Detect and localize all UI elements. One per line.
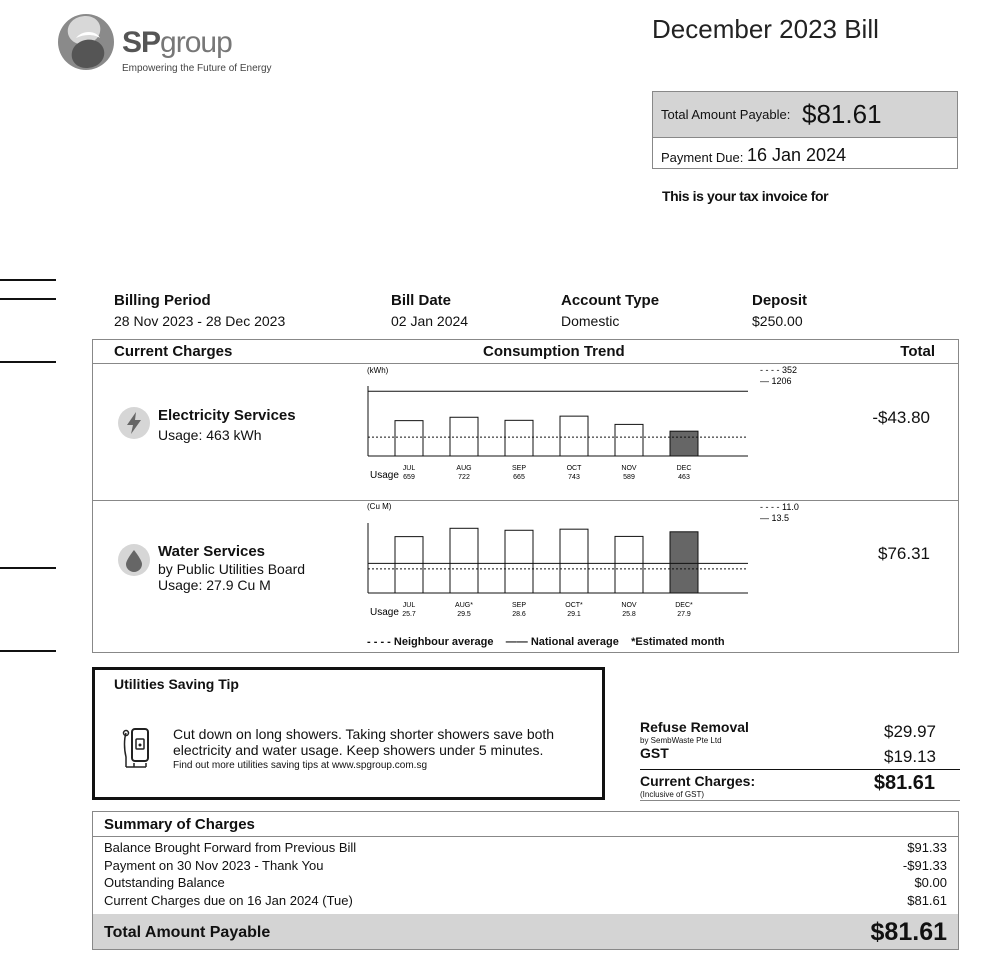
water-unit: (Cu M) <box>367 502 392 511</box>
water-provider: by Public Utilities Board <box>158 561 306 577</box>
usage-label: Usage <box>370 470 399 481</box>
summary-row-label: Outstanding Balance <box>104 875 225 890</box>
chart-legend <box>367 636 725 648</box>
electricity-bar <box>505 420 533 456</box>
payment-due-label: Payment Due: <box>661 150 744 165</box>
water-usage: Usage: 27.9 Cu M <box>158 577 271 593</box>
fold-mark <box>0 650 56 652</box>
water-title: Water Services <box>158 543 266 560</box>
electricity-title: Electricity Services <box>158 407 296 424</box>
current-charges-label: Current Charges: <box>640 773 756 789</box>
water-bar <box>395 537 423 593</box>
refuse-removal-provider: by SembWaste Pte Ltd <box>640 736 722 745</box>
summary-row-amount: -$91.33 <box>902 858 947 873</box>
electricity-usage-value: 589 <box>623 474 635 481</box>
current-charges-header: Current Charges <box>114 343 233 360</box>
bill-title: December 2023 Bill <box>652 14 879 44</box>
electricity-bar <box>395 421 423 456</box>
usage-label: Usage <box>370 607 399 618</box>
lightning-icon <box>118 407 150 439</box>
water-month-label: AUG* <box>455 602 473 609</box>
electricity-total: -$43.80 <box>872 408 930 427</box>
billing-period-label: Billing Period <box>114 292 211 309</box>
electricity-national-legend: — 1206 <box>760 376 792 386</box>
water-bars <box>368 523 748 618</box>
total-amount-value: $81.61 <box>802 99 882 129</box>
logo-tagline: Empowering the Future of Energy <box>122 63 272 74</box>
electricity-unit: (kWh) <box>367 366 389 375</box>
electricity-national-value: 1206 <box>771 376 792 386</box>
charges-divider <box>640 769 960 770</box>
logo-sp: SP <box>122 26 161 59</box>
logo-wordmark <box>122 26 232 60</box>
saving-tip-link[interactable]: Find out more utilities saving tips at www.spgroup.com.sg <box>173 760 427 771</box>
summary-row-label: Current Charges due on 16 Jan 2024 (Tue) <box>104 893 353 908</box>
summary-row-amount: $81.61 <box>907 893 947 908</box>
water-neighbour-legend: - - - - 11.0 <box>760 502 799 512</box>
electricity-month-label: SEP <box>511 465 527 472</box>
electricity-chart <box>362 364 812 500</box>
charges-divider <box>640 800 960 801</box>
legend-estimated: *Estimated month <box>631 636 725 648</box>
water-usage-value: 29.5 <box>457 611 471 618</box>
legend-neighbour: - - - - Neighbour average <box>367 636 494 648</box>
water-neighbour-value: 11.0 <box>782 502 799 512</box>
water-bar <box>670 532 698 593</box>
water-bar <box>450 528 478 593</box>
electricity-bar <box>560 416 588 456</box>
electricity-usage-value: 743 <box>568 474 580 481</box>
deposit-label: Deposit <box>752 292 808 309</box>
total-amount-label: Total Amount Payable: <box>661 107 791 122</box>
summary-divider <box>93 836 958 837</box>
water-bar <box>505 530 533 593</box>
electricity-month-label: OCT <box>566 465 582 472</box>
current-charges-value: $81.61 <box>873 772 935 794</box>
water-usage-value: 29.1 <box>567 611 581 618</box>
fold-mark <box>0 567 56 569</box>
gst-value: $19.13 <box>884 747 936 766</box>
legend-national: —— National average <box>505 636 619 648</box>
water-month-label: DEC* <box>675 602 693 609</box>
electricity-neighbour-value: 352 <box>782 365 798 375</box>
electricity-bars <box>368 386 748 481</box>
electricity-usage: Usage: 463 kWh <box>158 427 262 443</box>
fold-mark <box>0 279 56 281</box>
gst-label: GST <box>640 745 669 761</box>
water-month-label: JUL <box>402 602 416 609</box>
current-charges-gst-note: (Inclusive of GST) <box>640 790 705 799</box>
electricity-month-label: JUL <box>402 465 416 472</box>
water-national-value: 13.5 <box>771 513 790 523</box>
fold-mark <box>0 361 56 363</box>
water-usage-value: 25.8 <box>622 611 636 618</box>
water-usage-value: 27.9 <box>677 611 691 618</box>
bill-date-label: Bill Date <box>391 292 452 309</box>
water-bar <box>560 529 588 593</box>
electricity-neighbour-legend: - - - - 352 <box>760 365 798 375</box>
water-usage-value: 28.6 <box>512 611 526 618</box>
saving-tip-text: Cut down on long showers. Taking shorter showers save both electricity and water usage. Keep showers under 5 minutes. <box>173 726 555 758</box>
consumption-trend-header: Consumption Trend <box>483 343 625 360</box>
bill-date-value: 02 Jan 2024 <box>391 313 469 329</box>
water-bar <box>615 536 643 593</box>
electricity-bar <box>615 424 643 456</box>
water-chart <box>362 501 812 631</box>
total-payable-label: Total Amount Payable <box>104 924 271 941</box>
electricity-usage-value: 722 <box>458 474 470 481</box>
payment-due-value: 16 Jan 2024 <box>747 145 847 165</box>
fold-mark <box>0 298 56 300</box>
electricity-usage-value: 463 <box>678 474 690 481</box>
summary-row-amount: $0.00 <box>914 875 947 890</box>
billing-period-value: 28 Nov 2023 - 28 Dec 2023 <box>114 313 286 329</box>
total-header: Total <box>900 343 935 360</box>
electricity-usage-value: 659 <box>403 474 415 481</box>
water-month-label: SEP <box>511 602 527 609</box>
summary-title: Summary of Charges <box>104 816 255 833</box>
water-total: $76.31 <box>878 544 930 563</box>
deposit-value: $250.00 <box>752 313 803 329</box>
water-month-label: NOV <box>621 602 637 609</box>
electricity-bar <box>670 431 698 456</box>
electricity-month-label: NOV <box>621 465 637 472</box>
account-type-label: Account Type <box>561 292 660 309</box>
electricity-usage-value: 665 <box>513 474 525 481</box>
summary-row-label: Balance Brought Forward from Previous Bill <box>104 840 357 855</box>
summary-row-amount: $91.33 <box>907 840 947 855</box>
water-month-label: OCT* <box>565 602 583 609</box>
electricity-month-label: AUG <box>456 465 472 472</box>
electricity-month-label: DEC <box>676 465 692 472</box>
water-drop-icon <box>118 544 150 576</box>
refuse-removal-value: $29.97 <box>884 722 936 741</box>
saving-tip-title: Utilities Saving Tip <box>114 676 239 692</box>
water-national-legend: — 13.5 <box>760 513 790 523</box>
water-usage-value: 25.7 <box>402 611 416 618</box>
sp-logo-mark <box>56 12 116 72</box>
logo-group: group <box>160 26 232 59</box>
water-heater-icon <box>120 727 156 771</box>
account-type-value: Domestic <box>561 313 620 329</box>
tax-invoice-note: This is your tax invoice for <box>662 188 829 204</box>
summary-row-label: Payment on 30 Nov 2023 - Thank You <box>104 858 324 873</box>
total-payable-value: $81.61 <box>870 918 947 946</box>
refuse-removal-label: Refuse Removal <box>640 719 749 735</box>
